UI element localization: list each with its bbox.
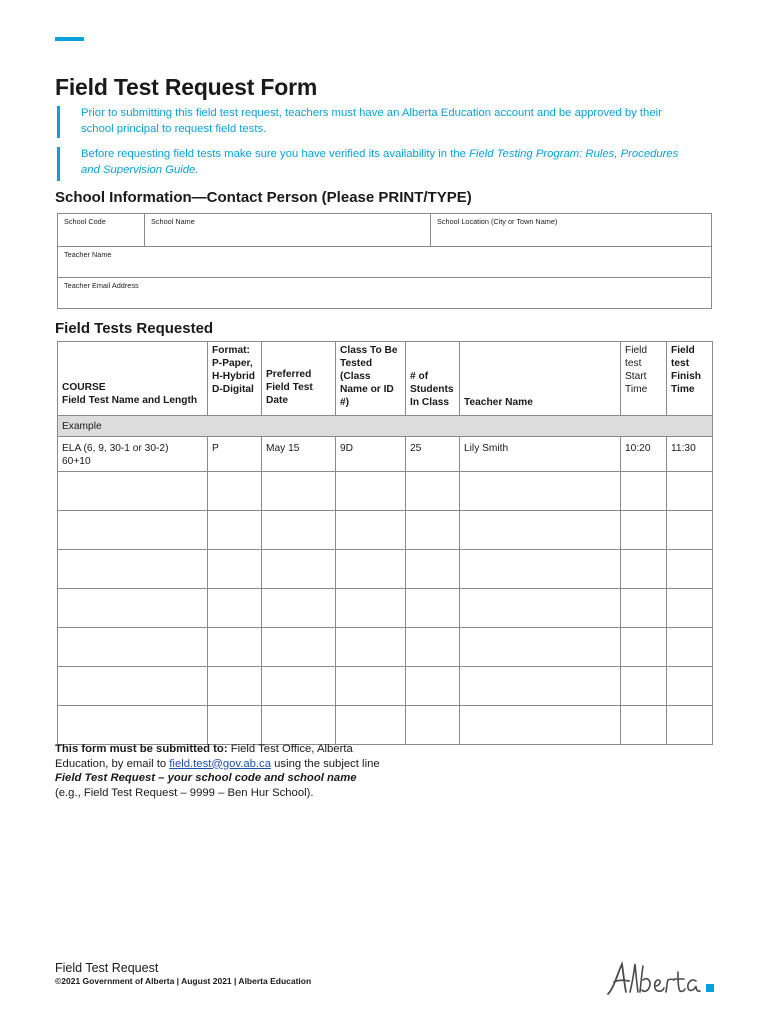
cell-format[interactable] — [208, 667, 262, 706]
page-title: Field Test Request Form — [55, 74, 318, 100]
cell-students[interactable] — [406, 589, 460, 628]
cell-students[interactable] — [406, 628, 460, 667]
header-format-line4: D-Digital — [212, 384, 254, 395]
cell-date[interactable] — [262, 472, 336, 511]
subject-example: (e.g., Field Test Request – 9999 – Ben Hur School). — [55, 786, 314, 799]
example-course-line2: 60+10 — [62, 455, 91, 467]
cell-date[interactable] — [262, 511, 336, 550]
cell-format[interactable] — [208, 589, 262, 628]
table-row — [58, 628, 713, 667]
cell-finish[interactable] — [667, 667, 713, 706]
cell-date[interactable] — [262, 667, 336, 706]
school-location-field[interactable] — [431, 214, 712, 247]
header-format-line1: Format: — [212, 345, 250, 356]
note-availability-text: Before requesting field tests make sure you have verified its availability in the — [81, 148, 470, 160]
cell-finish[interactable] — [667, 472, 713, 511]
table-row — [58, 706, 713, 745]
footer-copyright: ©2021 Government of Alberta | August 2021 | Alberta Education — [55, 976, 312, 986]
field-tests-heading: Field Tests Requested — [55, 320, 214, 337]
header-class-line1: Class To Be — [340, 345, 398, 356]
header-class — [336, 342, 406, 416]
note-availability — [57, 147, 697, 181]
example-course-line1: ELA (6, 9, 30-1 or 30-2) — [62, 443, 169, 454]
example-class: 9D — [336, 437, 406, 472]
cell-class[interactable] — [336, 511, 406, 550]
header-class-line2: Tested (Class — [340, 358, 373, 382]
table-row — [58, 550, 713, 589]
submission-instructions — [55, 742, 385, 800]
teacher-name-label: Teacher Name — [64, 250, 112, 259]
header-format — [208, 342, 262, 416]
header-teacher — [460, 342, 621, 416]
header-course — [58, 342, 208, 416]
header-students-line2: Students — [410, 384, 454, 395]
table-row — [58, 472, 713, 511]
example-course — [58, 437, 208, 472]
submit-prefix: This form must be submitted to: — [55, 743, 228, 755]
field-tests-table — [57, 341, 713, 745]
cell-course[interactable] — [58, 706, 208, 745]
cell-class[interactable] — [336, 706, 406, 745]
header-date-line3: Date — [266, 395, 289, 406]
header-class-line3: Name or ID #) — [340, 384, 394, 408]
cell-format[interactable] — [208, 511, 262, 550]
note-guide-title: Field Testing Program: Rules, Procedures and Supervision Guide. — [81, 148, 679, 176]
cell-format[interactable] — [208, 472, 262, 511]
cell-format[interactable] — [208, 706, 262, 745]
cell-start[interactable] — [621, 511, 667, 550]
cell-date[interactable] — [262, 550, 336, 589]
note-account-text: Prior to submitting this field test request, teachers must have an Alberta Education account and be approved by their school principal to request field tests. — [81, 107, 662, 135]
example-data-row — [58, 437, 713, 472]
alberta-logo — [600, 958, 720, 1000]
cell-start[interactable] — [621, 667, 667, 706]
school-code-field[interactable] — [58, 214, 145, 247]
example-label-row — [58, 416, 713, 437]
example-date: May 15 — [262, 437, 336, 472]
cell-teacher[interactable] — [460, 667, 621, 706]
school-code-label: School Code — [64, 217, 106, 226]
cell-class[interactable] — [336, 550, 406, 589]
cell-class[interactable] — [336, 472, 406, 511]
table-header-row — [58, 342, 713, 416]
cell-format[interactable] — [208, 628, 262, 667]
header-course-line1: COURSE — [62, 382, 106, 393]
cell-course[interactable] — [58, 628, 208, 667]
cell-class[interactable] — [336, 628, 406, 667]
cell-teacher[interactable] — [460, 628, 621, 667]
cell-date[interactable] — [262, 706, 336, 745]
example-label: Example — [58, 416, 713, 437]
header-finish-line3: Finish — [671, 371, 701, 382]
example-teacher: Lily Smith — [460, 437, 621, 472]
accent-bar — [55, 37, 84, 41]
cell-students[interactable] — [406, 550, 460, 589]
cell-teacher[interactable] — [460, 589, 621, 628]
header-start-line2: test — [625, 358, 642, 369]
cell-class[interactable] — [336, 667, 406, 706]
header-students-line3: In Class — [410, 397, 450, 408]
header-students — [406, 342, 460, 416]
header-start-time — [621, 342, 667, 416]
cell-course[interactable] — [58, 550, 208, 589]
cell-course[interactable] — [58, 472, 208, 511]
header-date — [262, 342, 336, 416]
header-finish-line4: Time — [671, 384, 695, 395]
cell-teacher[interactable] — [460, 472, 621, 511]
example-students: 25 — [406, 437, 460, 472]
example-finish: 11:30 — [667, 437, 713, 472]
header-students-line1: # of — [410, 371, 429, 382]
cell-course[interactable] — [58, 589, 208, 628]
cell-students[interactable] — [406, 667, 460, 706]
school-location-label: School Location (City or Town Name) — [437, 217, 558, 226]
header-date-line2: Field Test — [266, 382, 313, 393]
header-start-line3: Start — [625, 371, 647, 382]
header-teacher-label: Teacher Name — [464, 397, 533, 408]
cell-start[interactable] — [621, 550, 667, 589]
cell-date[interactable] — [262, 628, 336, 667]
school-name-field[interactable] — [145, 214, 431, 247]
header-course-line2: Field Test Name and Length — [62, 395, 198, 406]
subject-line: Field Test Request – your school code and school name — [55, 772, 357, 784]
cell-finish[interactable] — [667, 589, 713, 628]
cell-date[interactable] — [262, 589, 336, 628]
header-start-line4: Time — [625, 384, 648, 395]
header-format-line3: H-Hybrid — [212, 371, 256, 382]
example-start: 10:20 — [621, 437, 667, 472]
school-name-label: School Name — [151, 217, 195, 226]
table-row — [58, 589, 713, 628]
example-format: P — [208, 437, 262, 472]
cell-start[interactable] — [621, 589, 667, 628]
cell-start[interactable] — [621, 472, 667, 511]
cell-finish[interactable] — [667, 550, 713, 589]
table-row — [58, 667, 713, 706]
cell-teacher[interactable] — [460, 706, 621, 745]
header-finish-line1: Field — [671, 345, 695, 356]
header-start-line1: Field — [625, 345, 648, 356]
cell-students[interactable] — [406, 511, 460, 550]
teacher-name-field[interactable] — [58, 247, 712, 278]
footer-title: Field Test Request — [55, 961, 159, 975]
note-account-requirement — [57, 106, 697, 138]
cell-teacher[interactable] — [460, 550, 621, 589]
cell-finish[interactable] — [667, 628, 713, 667]
cell-students[interactable] — [406, 472, 460, 511]
submit-text-1: Field Test Office, Alberta Education, by email to — [55, 743, 353, 770]
header-date-line1: Preferred — [266, 369, 312, 380]
cell-teacher[interactable] — [460, 511, 621, 550]
cell-finish[interactable] — [667, 511, 713, 550]
email-link[interactable]: field.test@gov.ab.ca — [169, 757, 271, 770]
teacher-email-label: Teacher Email Address — [64, 281, 139, 290]
cell-class[interactable] — [336, 589, 406, 628]
cell-students[interactable] — [406, 706, 460, 745]
cell-format[interactable] — [208, 550, 262, 589]
submit-text-2: using the subject line — [271, 757, 380, 770]
cell-course[interactable] — [58, 511, 208, 550]
header-finish-line2: test — [671, 358, 690, 369]
cell-start[interactable] — [621, 706, 667, 745]
table-row — [58, 511, 713, 550]
teacher-email-field[interactable] — [58, 278, 712, 309]
school-info-table — [57, 213, 712, 309]
cell-finish[interactable] — [667, 706, 713, 745]
header-format-line2: P-Paper, — [212, 358, 253, 369]
header-finish-time — [667, 342, 713, 416]
cell-start[interactable] — [621, 628, 667, 667]
cell-course[interactable] — [58, 667, 208, 706]
school-info-heading: School Information—Contact Person (Please PRINT/TYPE) — [55, 189, 472, 206]
